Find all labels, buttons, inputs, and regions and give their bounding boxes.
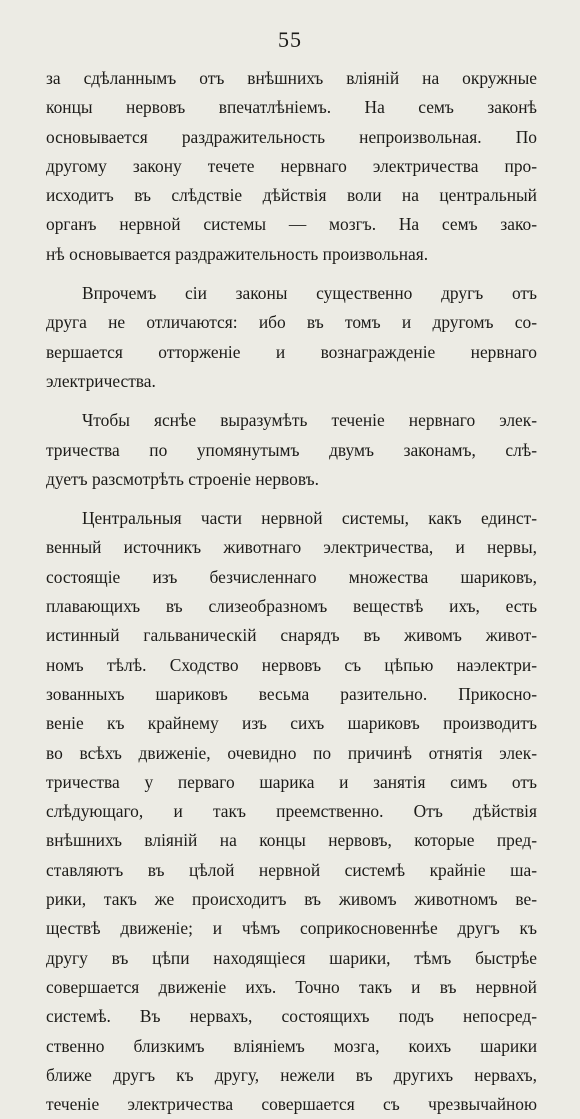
text-line: плавающихъ въ слизеобразномъ веществѣ ихъ, есть [46, 596, 537, 617]
text-line: номъ тѣлѣ. Сходство нервовъ съ цѣпью наэлектри- [46, 654, 537, 675]
body-text [46, 64, 537, 1119]
text-line: внѣшнихъ вліяній на концы нервовъ, которые пред- [46, 830, 537, 851]
text-line: основывается раздражительность непроизвольная. По [46, 126, 537, 147]
text-line: системѣ. Въ нервахъ, состоящихъ подъ непосред- [46, 1006, 537, 1027]
text-line: совершается движеніе ихъ. Точно такъ и въ нервной [46, 976, 537, 997]
text-line: слѣдующаго, и такъ преемственно. Отъ дѣйствія [46, 801, 537, 822]
text-line: другу въ цѣпи находящіеся шарики, тѣмъ быстрѣе [46, 947, 537, 968]
paragraph [46, 504, 537, 1119]
text-line: за сдѣланнымъ отъ внѣшнихъ вліяній на окружные [46, 68, 537, 88]
text-line: дуетъ разсмотрѣть строеніе нервовъ. [46, 468, 319, 489]
text-line: ставляютъ въ цѣлой нервной системѣ крайніе ша- [46, 859, 537, 880]
text-line: электричества. [46, 370, 156, 391]
text-line: рики, такъ же происходитъ въ живомъ животномъ ве- [46, 889, 537, 910]
text-line: зованныхъ шариковъ весьма разительно. Прикосно- [46, 683, 537, 704]
paragraph [46, 406, 537, 494]
text-line: венный источникъ животнаго электричества, и нервы, [46, 537, 537, 558]
text-line: исходитъ въ слѣдствіе дѣйствія воли на центральный [46, 185, 537, 206]
text-line: теченіе электричества совершается съ чрезвычайною [46, 1094, 537, 1115]
text-line: тричества по упомянутымъ двумъ законамъ, слѣ- [46, 439, 537, 460]
text-line: во всѣхъ движеніе, очевидно по причинѣ отнятія элек- [46, 742, 537, 763]
text-line: друга не отличаются: ибо въ томъ и другомъ со- [46, 312, 537, 333]
text-line: ществѣ движеніе; и чѣмъ соприкосновеннѣе другъ къ [46, 918, 537, 939]
text-line: состоящіе изъ безчисленнаго множества шариковъ, [46, 566, 537, 587]
paragraph [46, 64, 537, 269]
text-line: Чтобы яснѣе выразумѣть теченіе нервнаго элек- [82, 410, 537, 431]
text-line: концы нервовъ впечатлѣніемъ. На семъ законѣ [46, 97, 537, 118]
text-line: ственно близкимъ вліяніемъ мозга, коихъ шарики [46, 1035, 537, 1056]
text-line: вершается отторженіе и вознагражденіе нервнаго [46, 341, 537, 362]
text-line: органъ нервной системы — мозгъ. На семъ зако- [46, 214, 537, 235]
page-number: 55 [278, 27, 302, 52]
paragraph [46, 279, 537, 396]
text-line: другому закону течете нервнаго электричества про- [46, 155, 537, 176]
text-line: истинный гальваническій снарядъ въ живомъ живот- [46, 625, 537, 646]
text-line: тричества у перваго шарика и занятія симъ отъ [46, 771, 537, 792]
text-line: Впрочемъ сіи законы существенно другъ отъ [82, 283, 537, 304]
text-line: нѣ основывается раздражительность произвольная. [46, 243, 429, 264]
text-line: ближе другъ къ другу, нежели въ другихъ нервахъ, [46, 1064, 537, 1085]
text-line: веніе къ крайнему изъ сихъ шариковъ производитъ [46, 713, 537, 734]
text-line: Центральныя части нервной системы, какъ единст- [82, 508, 537, 529]
